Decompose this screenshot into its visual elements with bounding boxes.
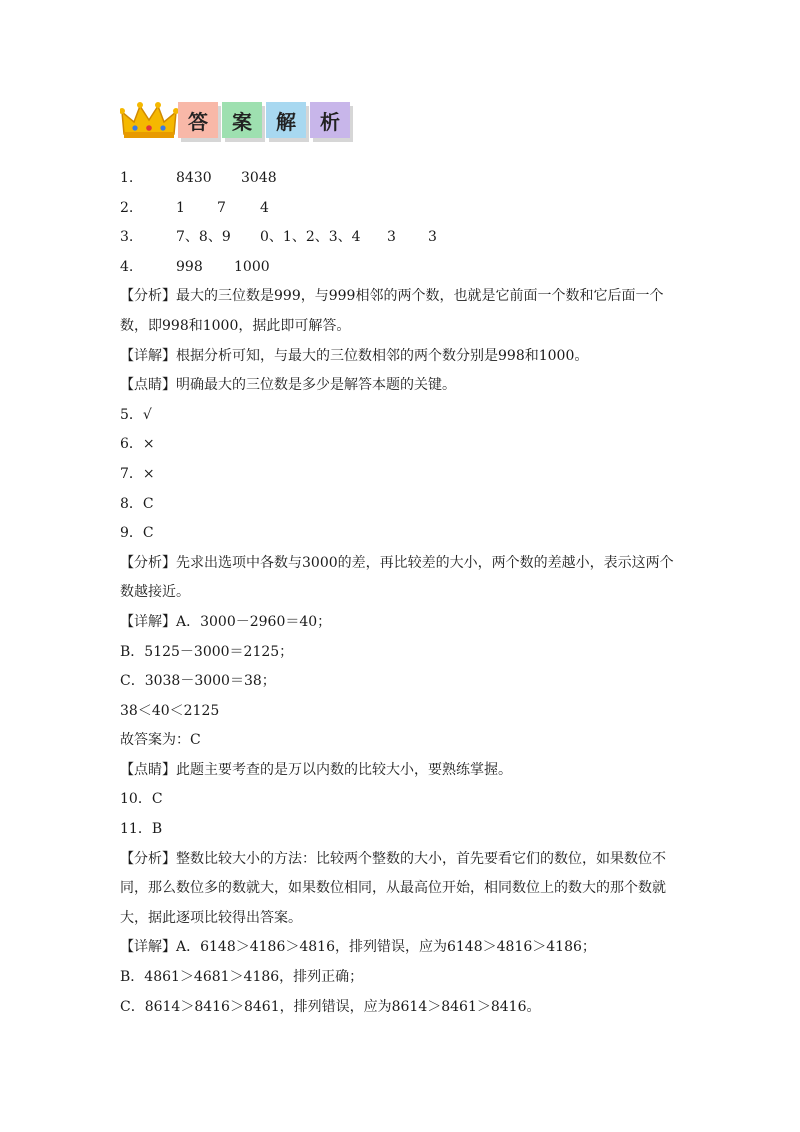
banner-tile-case: 案: [222, 102, 262, 138]
question-number: 3.: [120, 229, 134, 246]
answer-row-1: [120, 164, 680, 194]
answer-content: [120, 164, 680, 1022]
detail-text: B．4861＞4681＞4186，排列正确；: [120, 969, 364, 986]
answer-blank: 3048: [241, 170, 277, 186]
answer-row-3: [120, 223, 680, 253]
answer-blank: 8430: [176, 170, 212, 186]
analysis-text: 【分析】最大的三位数是999，与999相邻的两个数，也就是它前面一个数和它后面一个: [120, 288, 664, 305]
detail-text: 故答案为：C: [120, 732, 201, 749]
answer-row-6: 6．×: [120, 436, 155, 453]
detail-text: 【详解】A．6148＞4186＞4816，排列错误，应为6148＞4816＞4186；: [120, 939, 596, 956]
answer-row-11: 11．B: [120, 821, 163, 838]
detail-text: 【详解】A．3000－2960＝40；: [120, 613, 332, 630]
analysis-text: 数，即998和1000，据此即可解答。: [120, 317, 351, 334]
answer-row-10: 10．C: [120, 791, 163, 808]
analysis-text: 【分析】整数比较大小的方法：比较两个整数的大小，首先要看它们的数位，如果数位不: [120, 850, 666, 867]
answer-blank: 7、8、9: [176, 229, 231, 246]
answer-blank: 4: [260, 199, 269, 216]
answer-row-8: 8．C: [120, 495, 154, 512]
detail-text: B．5125－3000＝2125；: [120, 643, 294, 660]
answer-blank: 1: [176, 199, 185, 216]
answer-blank: 7: [217, 199, 226, 216]
detail-text: 【详解】根据分析可知，与最大的三位数相邻的两个数分别是998和1000。: [120, 347, 589, 364]
banner-tile-analyze: 析: [310, 102, 350, 138]
detail-text: C．8614＞8416＞8461，排列错误，应为8614＞8461＞8416。: [120, 998, 541, 1015]
question-number: 4.: [120, 258, 134, 275]
crown-icon: [120, 100, 178, 140]
answer-blank: 1000: [234, 258, 270, 275]
point-text: 【点睛】明确最大的三位数是多少是解答本题的关键。: [120, 377, 456, 394]
answer-blank: 3: [428, 229, 437, 246]
point-text: 【点睛】此题主要考查的是万以内数的比较大小，要熟练掌握。: [120, 761, 512, 778]
analysis-text: 数越接近。: [120, 584, 190, 601]
answer-blank: 3: [387, 229, 396, 246]
answer-analysis-banner: [120, 98, 360, 144]
banner-tile-answer: 答: [178, 102, 218, 138]
detail-text: C．3038－3000＝38；: [120, 673, 276, 690]
answer-blank: 998: [176, 258, 203, 275]
detail-text: 38＜40＜2125: [120, 702, 220, 719]
answer-row-2: [120, 194, 680, 224]
question-number: 2.: [120, 199, 134, 216]
answer-row-7: 7．×: [120, 465, 155, 482]
answer-row-5: 5．√: [120, 406, 152, 423]
banner-tile-explain: 解: [266, 102, 306, 138]
answer-row-9: 9．C: [120, 525, 154, 542]
analysis-text: 同，那么数位多的数就大，如果数位相同，从最高位开始，相同数位上的数大的那个数就: [120, 880, 666, 897]
analysis-text: 大，据此逐项比较得出答案。: [120, 909, 302, 926]
analysis-text: 【分析】先求出选项中各数与3000的差，再比较差的大小，两个数的差越小，表示这两个: [120, 554, 674, 571]
question-number: 1.: [120, 170, 134, 186]
answer-blank: 0、1、2、3、4: [260, 229, 361, 246]
answer-row-4: [120, 253, 680, 283]
